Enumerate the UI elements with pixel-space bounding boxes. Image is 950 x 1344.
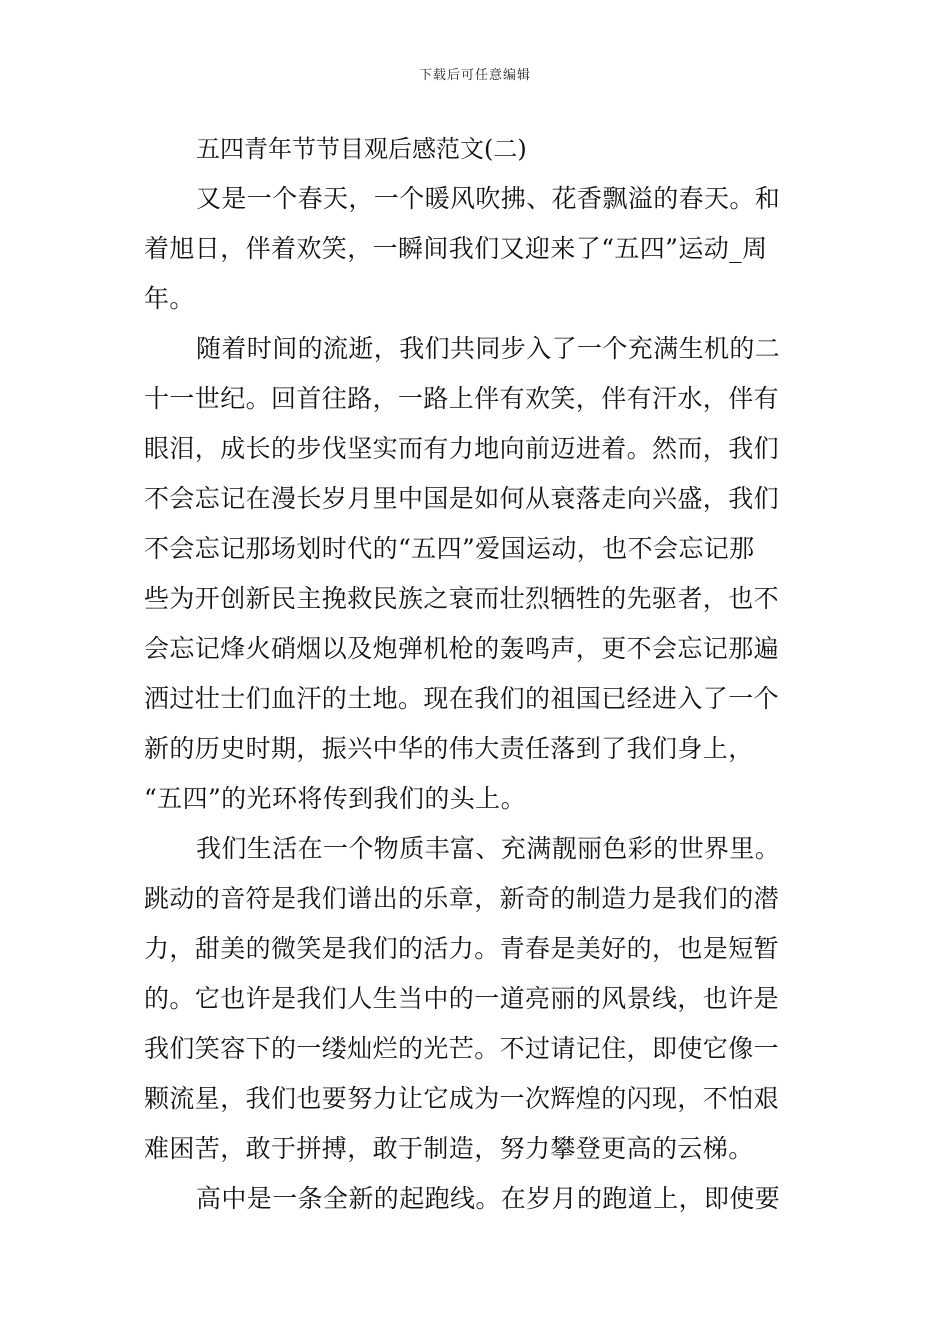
text-line: 又是一个春天，一个暖风吹拂、花香飘溢的春天。和 [196, 184, 781, 213]
text-line: 年。 [144, 284, 195, 313]
text-line: 跳动的音符是我们谱出的乐章，新奇的制造力是我们的潜 [144, 884, 780, 913]
text-line: 颗流星，我们也要努力让它成为一次辉煌的闪现，不怕艰 [144, 1084, 780, 1113]
text-line: 洒过壮士们血汗的土地。现在我们的祖国已经进入了一个 [144, 684, 780, 713]
text-line: 些为开创新民主挽救民族之衰而壮烈牺牲的先驱者，也不 [144, 584, 780, 613]
text-line: 高中是一条全新的起跑线。在岁月的跑道上，即使要 [196, 1184, 781, 1213]
text-line: 不会忘记那场划时代的“五四”爱国运动，也不会忘记那 [144, 534, 755, 563]
text-line: 会忘记烽火硝烟以及炮弹机枪的轰鸣声，更不会忘记那遍 [144, 634, 780, 663]
text-line: 我们笑容下的一缕灿烂的光芒。不过请记住，即使它像一 [144, 1034, 780, 1063]
paragraph-4 [144, 1174, 808, 1224]
text-line: 随着时间的流逝，我们共同步入了一个充满生机的二 [196, 334, 781, 363]
paragraph-3 [144, 824, 808, 1174]
text-line: 十一世纪。回首往路，一路上伴有欢笑，伴有汗水，伴有 [144, 384, 780, 413]
text-line: 我们生活在一个物质丰富、充满靓丽色彩的世界里。 [196, 834, 781, 863]
text-line: 着旭日，伴着欢笑，一瞬间我们又迎来了“五四”运动_周 [144, 234, 768, 263]
text-line: 眼泪，成长的步伐坚实而有力地向前迈进着。然而，我们 [144, 434, 780, 463]
document-title: 五四青年节节目观后感范文(二) [196, 135, 527, 163]
paragraph-1 [144, 174, 808, 324]
text-line: 新的历史时期，振兴中华的伟大责任落到了我们身上， [144, 734, 754, 763]
document-body [144, 124, 808, 1224]
text-line: 的。它也许是我们人生当中的一道亮丽的风景线，也许是 [144, 984, 780, 1013]
page-header: 下载后可任意编辑 [418, 68, 531, 83]
text-line: 力，甜美的微笑是我们的活力。青春是美好的，也是短暂 [144, 934, 780, 963]
text-line: 不会忘记在漫长岁月里中国是如何从衰落走向兴盛，我们 [144, 484, 780, 513]
paragraph-2 [144, 324, 808, 824]
text-line: 难困苦，敢于拼搏，敢于制造，努力攀登更高的云梯。 [144, 1134, 754, 1163]
text-line: “五四”的光环将传到我们的头上。 [144, 784, 526, 813]
